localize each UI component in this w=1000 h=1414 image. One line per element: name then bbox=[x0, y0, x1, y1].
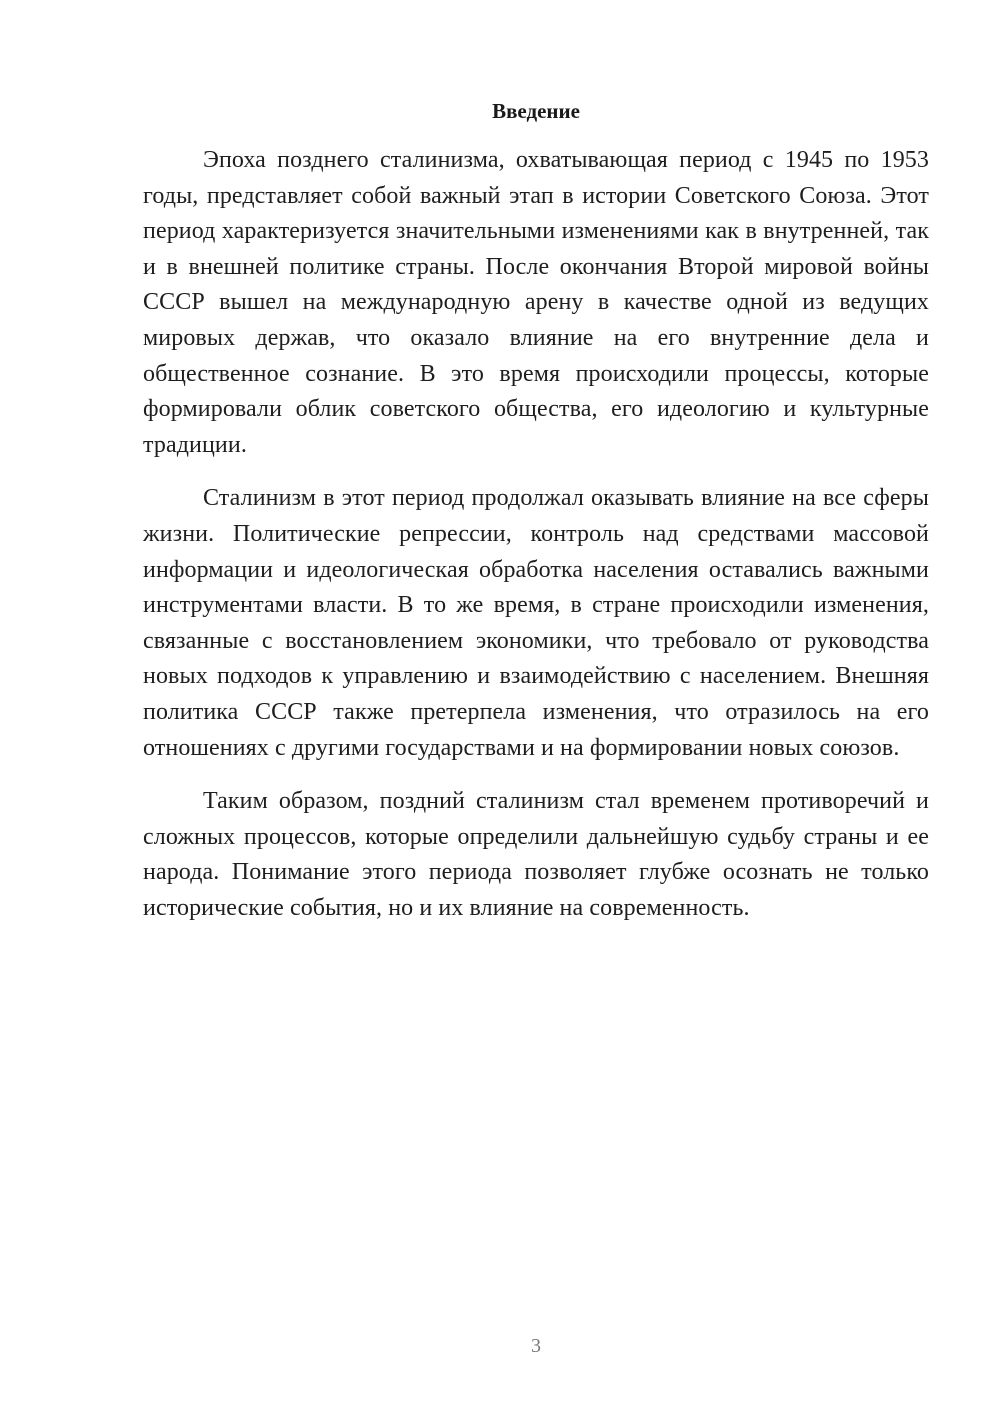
page-number: 3 bbox=[531, 1335, 541, 1357]
paragraph-1: Эпоха позднего сталинизма, охватывающая период с 1945 по 1953 годы, представляет собой важный этап в истории Советского Союза. Этот период характеризуется значительными изменениями как в внутренней, так и в внешней политике страны. После окончания Второй мировой войны СССР вышел на международную арену в качестве одной из ведущих мировых держав, что оказало влияние на его внутренние дела и общественное сознание. В это время происходили процессы, которые формировали облик советского общества, его идеологию и культурные традиции. bbox=[143, 147, 929, 458]
paragraph-3: Таким образом, поздний сталинизм стал временем противоречий и сложных процессов, которые определили дальнейшую судьбу страны и ее народа. Понимание этого периода позволяет глубже осознать не только исторические события, но и их влияние на современность. bbox=[143, 788, 929, 921]
section-heading: Введение bbox=[492, 99, 580, 123]
paragraph-2: Сталинизм в этот период продолжал оказывать влияние на все сферы жизни. Политические репрессии, контроль над средствами массовой информации и идеологическая обработка населения оставались важными инструментами власти. В то же время, в стране происходили изменения, связанные с восстановлением экономики, что требовало от руководства новых подходов к управлению и взаимодействию с населением. Внешняя политика СССР также претерпела изменения, что отразилось на его отношениях с другими государствами и на формировании новых союзов. bbox=[143, 485, 929, 761]
body-text bbox=[143, 143, 929, 944]
